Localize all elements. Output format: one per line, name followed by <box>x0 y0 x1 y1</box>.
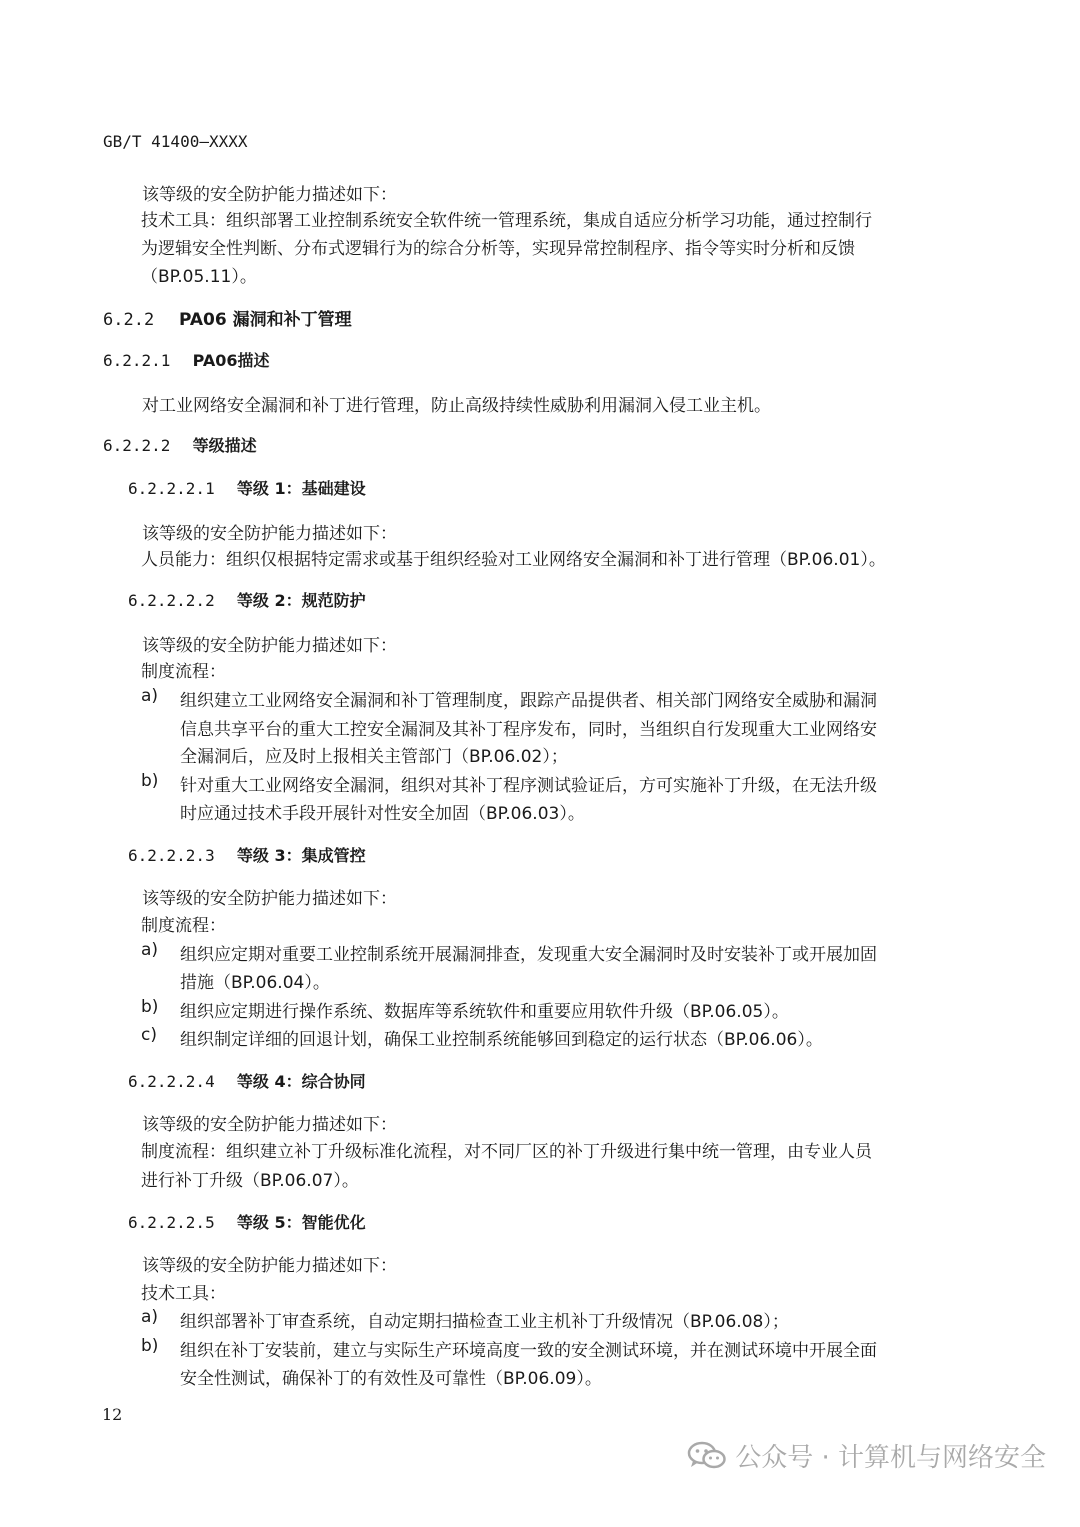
level-3-item-b-line-1: 组织应定期进行操作系统、数据库等系统软件和重要应用软件升级（BP.06.05）。 <box>180 1002 789 1022</box>
level-5-line-2: 技术工具： <box>141 1284 226 1304</box>
intro-line-4: （BP.05.11）。 <box>141 267 257 287</box>
page-number: 12 <box>102 1405 123 1424</box>
list-marker-b: b) <box>141 997 159 1017</box>
level-1-line-2: 人员能力：组织仅根据特定需求或基于组织经验对工业网络安全漏洞和补丁进行管理（BP.06.01）。 <box>141 550 886 570</box>
section-title: 等级 5：智能优化 <box>236 1213 366 1232</box>
section-title: 等级 3：集成管控 <box>236 846 366 865</box>
level-2-item-b-line-1: 针对重大工业网络安全漏洞，组织对其补丁程序测试验证后，方可实施补丁升级，在无法升级 <box>180 776 877 796</box>
intro-line-3: 为逻辑安全性判断、分布式逻辑行为的综合分析等，实现异常控制程序、指令等实时分析和反馈 <box>141 239 855 259</box>
watermark <box>687 1437 1046 1474</box>
wechat-icon <box>687 1441 727 1471</box>
level-2-item-a-line-1: 组织建立工业网络安全漏洞和补丁管理制度，跟踪产品提供者、相关部门网络安全威胁和漏洞 <box>180 691 877 711</box>
level-3-line-2: 制度流程： <box>141 916 226 936</box>
level-3-heading <box>128 843 366 866</box>
section-number: 6.2.2.2.2 <box>128 591 215 610</box>
section-number: 6.2.2.2.4 <box>128 1072 215 1091</box>
section-title: 等级描述 <box>192 436 257 455</box>
section-number: 6.2.2.1 <box>103 351 171 370</box>
level-5-heading <box>128 1210 366 1233</box>
list-marker-b: b) <box>141 771 159 791</box>
intro-line-1: 该等级的安全防护能力描述如下： <box>142 185 397 205</box>
section-number: 6.2.2.2.3 <box>128 846 215 865</box>
intro-line-2: 技术工具：组织部署工业控制系统安全软件统一管理系统，集成自适应分析学习功能，通过控制行 <box>141 211 872 231</box>
level-1-heading <box>128 476 366 499</box>
level-2-item-b-line-2: 时应通过技术手段开展针对性安全加固（BP.06.03）。 <box>180 804 585 824</box>
list-marker-a: a) <box>141 940 159 960</box>
level-5-item-b-line-1: 组织在补丁安装前，建立与实际生产环境高度一致的安全测试环境，并在测试环境中开展全面 <box>180 1341 877 1361</box>
document-id: GB/T 41400—XXXX <box>103 132 248 151</box>
section-6-2-2-1-heading <box>103 348 270 371</box>
section-title: PA06 漏洞和补丁管理 <box>179 310 352 330</box>
level-3-item-a-line-1: 组织应定期对重要工业控制系统开展漏洞排查，发现重大安全漏洞时及时安装补丁或开展加固 <box>180 945 877 965</box>
list-marker-c: c) <box>141 1025 157 1045</box>
section-number: 6.2.2.2.5 <box>128 1213 215 1232</box>
level-2-line-1: 该等级的安全防护能力描述如下： <box>142 636 397 656</box>
level-3-item-a-line-2: 措施（BP.06.04）。 <box>180 973 330 993</box>
level-5-line-1: 该等级的安全防护能力描述如下： <box>142 1256 397 1276</box>
level-2-heading <box>128 588 366 611</box>
level-2-item-a-line-2: 信息共享平台的重大工控安全漏洞及其补丁程序发布，同时，当组织自行发现重大工业网络安 <box>180 720 877 740</box>
level-2-item-a-line-3: 全漏洞后，应及时上报相关主管部门（BP.06.02）； <box>180 747 568 767</box>
level-4-heading <box>128 1069 366 1092</box>
level-1-line-1: 该等级的安全防护能力描述如下： <box>142 524 397 544</box>
section-6-2-2-1-body: 对工业网络安全漏洞和补丁进行管理，防止高级持续性威胁利用漏洞入侵工业主机。 <box>142 396 771 416</box>
section-6-2-2-2-heading <box>103 433 257 456</box>
level-4-line-1: 该等级的安全防护能力描述如下： <box>142 1115 397 1135</box>
level-5-item-b-line-2: 安全性测试，确保补丁的有效性及可靠性（BP.06.09）。 <box>180 1369 602 1389</box>
watermark-text: 公众号 · 计算机与网络安全 <box>735 1443 1046 1473</box>
section-number: 6.2.2.2.1 <box>128 479 215 498</box>
list-marker-a: a) <box>141 686 159 706</box>
section-number: 6.2.2.2 <box>103 436 171 455</box>
level-2-line-2: 制度流程： <box>141 662 226 682</box>
level-5-item-a-line-1: 组织部署补丁审查系统，自动定期扫描检查工业主机补丁升级情况（BP.06.08）； <box>180 1312 789 1332</box>
section-title: PA06描述 <box>192 351 270 370</box>
section-number: 6.2.2 <box>103 310 155 330</box>
list-marker-a: a) <box>141 1307 159 1327</box>
section-title: 等级 2：规范防护 <box>236 591 366 610</box>
section-6-2-2-heading <box>103 305 352 330</box>
list-marker-b: b) <box>141 1336 159 1356</box>
level-3-item-c-line-1: 组织制定详细的回退计划，确保工业控制系统能够回到稳定的运行状态（BP.06.06）。 <box>180 1030 823 1050</box>
section-title: 等级 1：基础建设 <box>236 479 366 498</box>
level-3-line-1: 该等级的安全防护能力描述如下： <box>142 889 397 909</box>
section-title: 等级 4：综合协同 <box>236 1072 366 1091</box>
level-4-line-2: 制度流程：组织建立补丁升级标准化流程，对不同厂区的补丁升级进行集中统一管理，由专业人员 <box>141 1142 872 1162</box>
level-4-line-3: 进行补丁升级（BP.06.07）。 <box>141 1171 359 1191</box>
